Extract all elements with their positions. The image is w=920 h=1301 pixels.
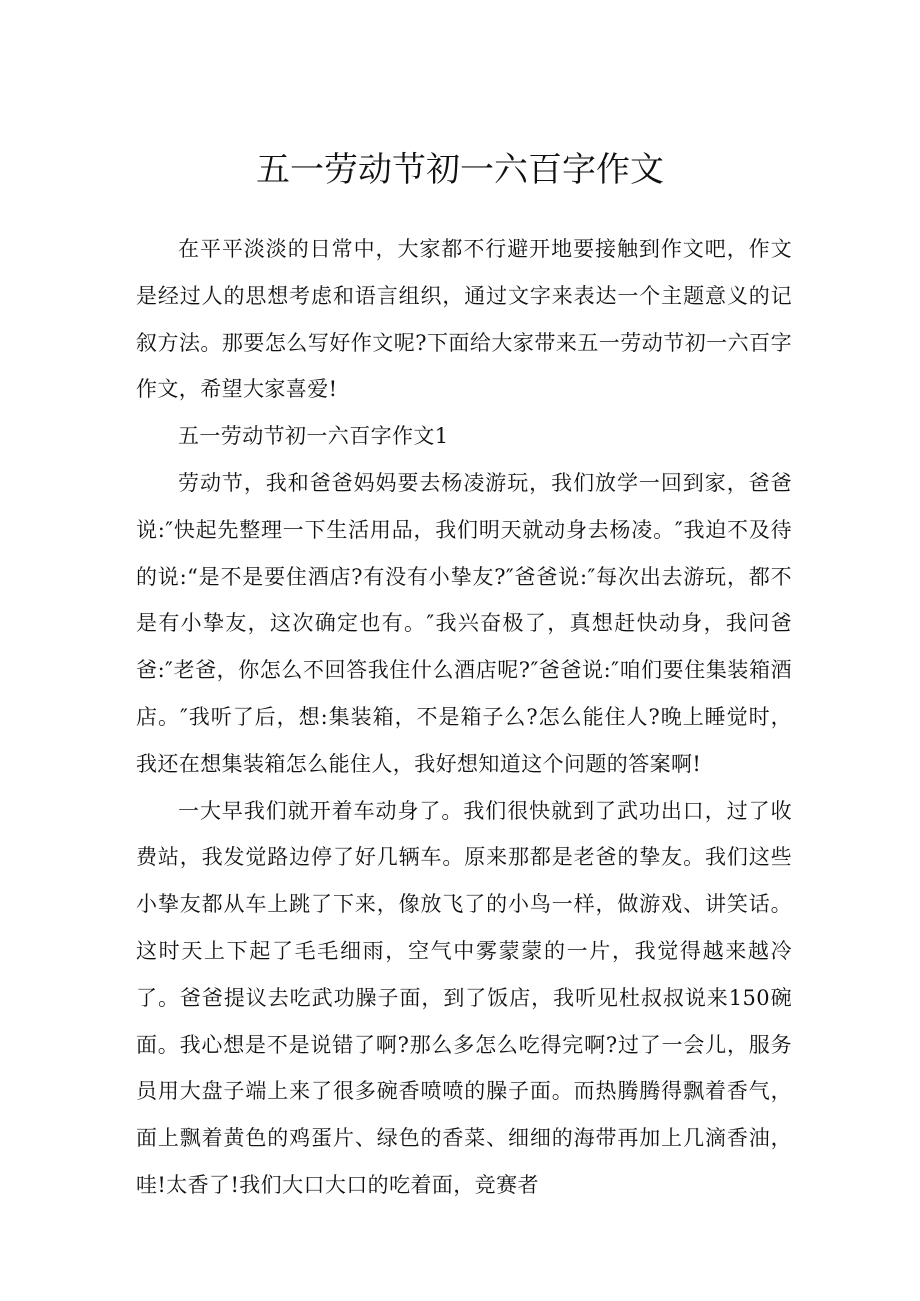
- document-body: [136, 226, 792, 1209]
- body-paragraph-2: 一大早我们就开着车动身了。我们很快就到了武功出口，过了收费站，我发觉路边停了好几辆车。原来那都是老爸的挚友。我们这些小挚友都从车上跳了下来，像放飞了的小鸟一样，做游戏、讲笑话。这时天上下起了毛毛细雨，空气中雾蒙蒙的一片，我觉得越来越冷了。爸爸提议去吃武功臊子面，到了饭店，我听见杜叔叔说来150碗面。我心想是不是说错了啊?那么多怎么吃得完啊?过了一会儿，服务员用大盘子端上来了很多碗香喷喷的臊子面。而热腾腾得飘着香气，面上飘着黄色的鸡蛋片、绿色的香菜、细细的海带再加上几滴香油，哇!太香了!我们大口大口的吃着面，竞赛者: [136, 798, 792, 1197]
- body-paragraph-1: 劳动节，我和爸爸妈妈要去杨凌游玩，我们放学一回到家，爸爸说:″快起先整理一下生活用品，我们明天就动身去杨凌。″我迫不及待的说:“是不是要住酒店?有没有小挚友?″爸爸说:″每次出去游玩，都不是有小挚友，这次确定也有。″我兴奋极了，真想赶快动身，我问爸爸:″老爸，你怎么不回答我住什么酒店呢?″爸爸说:″咱们要住集装箱酒店。″我听了后，想:集装箱，不是箱子么?怎么能住人?晚上睡觉时，我还在想集装箱怎么能住人，我好想知道这个问题的答案啊!: [136, 470, 792, 776]
- section-heading: 五一劳动节初一六百字作文1: [178, 424, 449, 449]
- intro-paragraph: 在平平淡淡的日常中，大家都不行避开地要接触到作文吧，作文是经过人的思想考虑和语言组织，通过文字来表达一个主题意义的记叙方法。那要怎么写好作文呢?下面给大家带来五一劳动节初一六百字作文，希望大家喜爱!: [136, 237, 792, 402]
- document-title: 五一劳动节初一六百字作文: [256, 150, 664, 190]
